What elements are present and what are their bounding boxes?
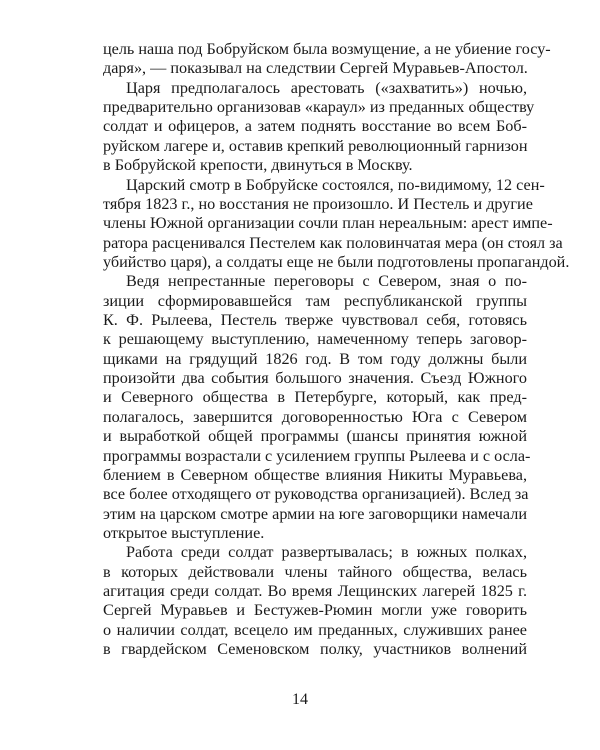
text-line: открытое выступление. <box>103 523 265 542</box>
text-line: щиками на грядущий 1826 год. В том году должны были <box>103 349 527 368</box>
text-line: даря», — показывал на следствии Сергей Муравьев-Апостол. <box>103 59 528 78</box>
text-line: все более отходящего от руководства организацией). Вслед за <box>103 485 529 504</box>
paragraph-first-line: Царя предполагалось арестовать («захватить») ночью, <box>126 78 527 97</box>
text-line: в Бобруйской крепости, двинуться в Москву. <box>103 156 413 175</box>
text-line: руйском лагере и, оставив крепкий революционный гарнизон <box>103 136 528 155</box>
paragraph-first-line: Ведя непрестанные переговоры с Севером, зная о по- <box>126 272 527 291</box>
text-line: полагалось, завершится договоренностью Юга с Севером <box>103 407 527 426</box>
text-line: о наличии солдат, всецело им преданных, служивших ранее <box>103 620 527 639</box>
text-line: и Северного общества в Петербурге, который, как пред- <box>103 388 527 407</box>
text-line: солдат и офицеров, а затем поднять восстание во всем Боб- <box>103 117 527 136</box>
text-line: в гвардейском Семеновском полку, участников волнений <box>103 640 527 658</box>
text-line: этим на царском смотре армии на юге заговорщики намечали <box>103 504 527 523</box>
text-line: программы возрастали с усилением группы Рылеева и с осла- <box>103 446 531 465</box>
text-line: предварительно организовав «караул» из преданных обществу <box>103 98 535 117</box>
text-line: убийство царя), а солдаты еще не были подготовлены пропагандой. <box>103 252 570 271</box>
paragraph-first-line: Работа среди солдат развертывалась; в южных полках, <box>126 543 527 562</box>
text-line: цель наша под Бобруйском была возмущение, а не убиение госу- <box>103 40 551 58</box>
text-line: и выработкой общей программы (шансы принятия южной <box>103 427 527 446</box>
text-line: тября 1823 г., но восстания не произошло. И Пестель и другие <box>103 194 533 213</box>
text-line: ратора расценивался Пестелем как половинчатая мера (он стоял за <box>103 233 563 252</box>
text-line: агитация среди солдат. Во время Лещинских лагерей 1825 г. <box>103 581 527 600</box>
text-line: члены Южной организации сочли план нереальным: арест импе- <box>103 214 553 233</box>
text-line: блением в Северном обществе влияния Никиты Муравьева, <box>103 465 527 484</box>
text-line: к решающему выступлению, намеченному теперь заговор- <box>103 330 527 349</box>
text-line: в которых действовали члены тайного общества, велась <box>103 562 527 581</box>
page-number: 14 <box>292 691 308 708</box>
paragraph-first-line: Царский смотр в Бобруйске состоялся, по-видимому, 12 сен- <box>126 175 545 194</box>
text-line: зиции сформировавшейся там республиканской группы <box>103 291 527 310</box>
text-line: Сергей Муравьев и Бестужев-Рюмин могли уже говорить <box>103 601 527 620</box>
text-line: К. Ф. Рылеева, Пестель тверже чувствовал себя, готовясь <box>103 311 527 329</box>
text-line: произойти два события большого значения. Съезд Южного <box>103 369 527 387</box>
